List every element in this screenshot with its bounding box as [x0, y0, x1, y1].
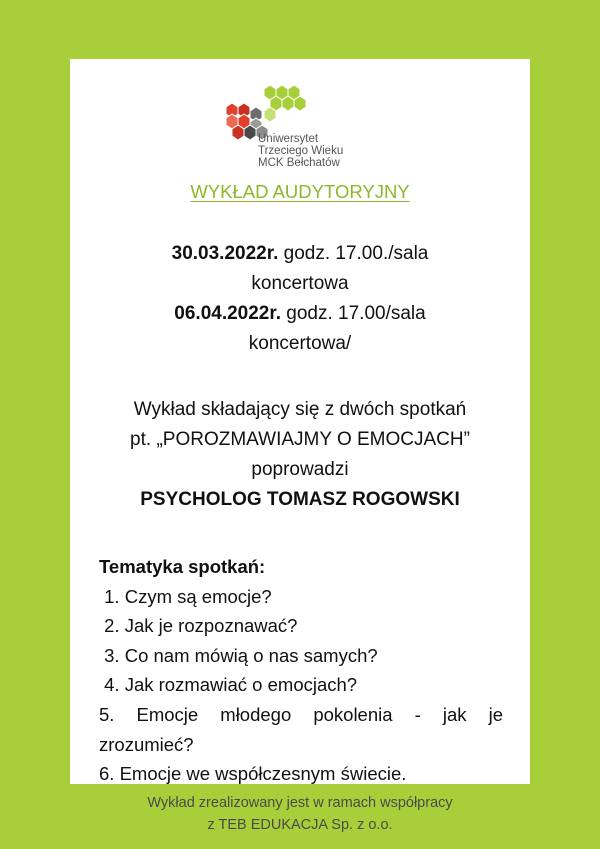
footer-line-1: Wykład zrealizowany jest w ramach współpracy [147, 795, 453, 811]
dates-block [70, 239, 530, 359]
date-2-line [70, 299, 530, 329]
list-item: 1. Czym są emocje? [99, 585, 272, 607]
utw-logo [220, 81, 390, 169]
footer-line-2: z TEB EDUKACJA Sp. z o.o. [207, 817, 393, 833]
list-item-continuation: zrozumieć? [99, 733, 194, 755]
logo-hexagon-icon [220, 81, 390, 141]
date-2-venue: koncertowa/ [248, 333, 352, 354]
list-item: 3. Co nam mówią o nas samych? [99, 644, 378, 666]
list-item: 2. Jak je rozpoznawać? [99, 615, 298, 637]
list-item: 5. Emocje młodego pokolenia - jak je [99, 703, 503, 725]
list-item: 6. Emocje we współczesnym świecie. [99, 763, 407, 785]
date-2: 06.04.2022r. [174, 303, 281, 324]
logo-line-1: Uniwersytet [258, 133, 319, 145]
date-1-venue: koncertowa [251, 273, 349, 294]
description-line-1: Wykład składający się z dwóch spotkań [133, 399, 467, 420]
speaker-name: PSYCHOLOG TOMASZ ROGOWSKI [140, 489, 460, 510]
topics-list [99, 552, 503, 789]
footer-note [0, 792, 600, 836]
date-1-details: godz. 17.00./sala [278, 243, 429, 264]
description-line-3: poprowadzi [251, 459, 349, 480]
date-1-line [70, 239, 530, 269]
content-card [70, 59, 530, 784]
topics-title: Tematyka spotkań: [99, 556, 266, 577]
date-2-details: godz. 17.00/sala [281, 303, 426, 324]
description-block [70, 395, 530, 515]
logo-line-3: MCK Bełchatów [258, 157, 340, 169]
lecture-heading: WYKŁAD AUDYTORYJNY [190, 181, 410, 202]
date-1: 30.03.2022r. [171, 243, 279, 264]
logo-line-2: Trzeciego Wieku [258, 145, 344, 157]
logo-text [258, 133, 343, 169]
list-item: 4. Jak rozmawiać o emocjach? [99, 674, 358, 696]
description-line-2: pt. „POROZMAWIAJMY O EMOCJACH” [130, 429, 470, 450]
